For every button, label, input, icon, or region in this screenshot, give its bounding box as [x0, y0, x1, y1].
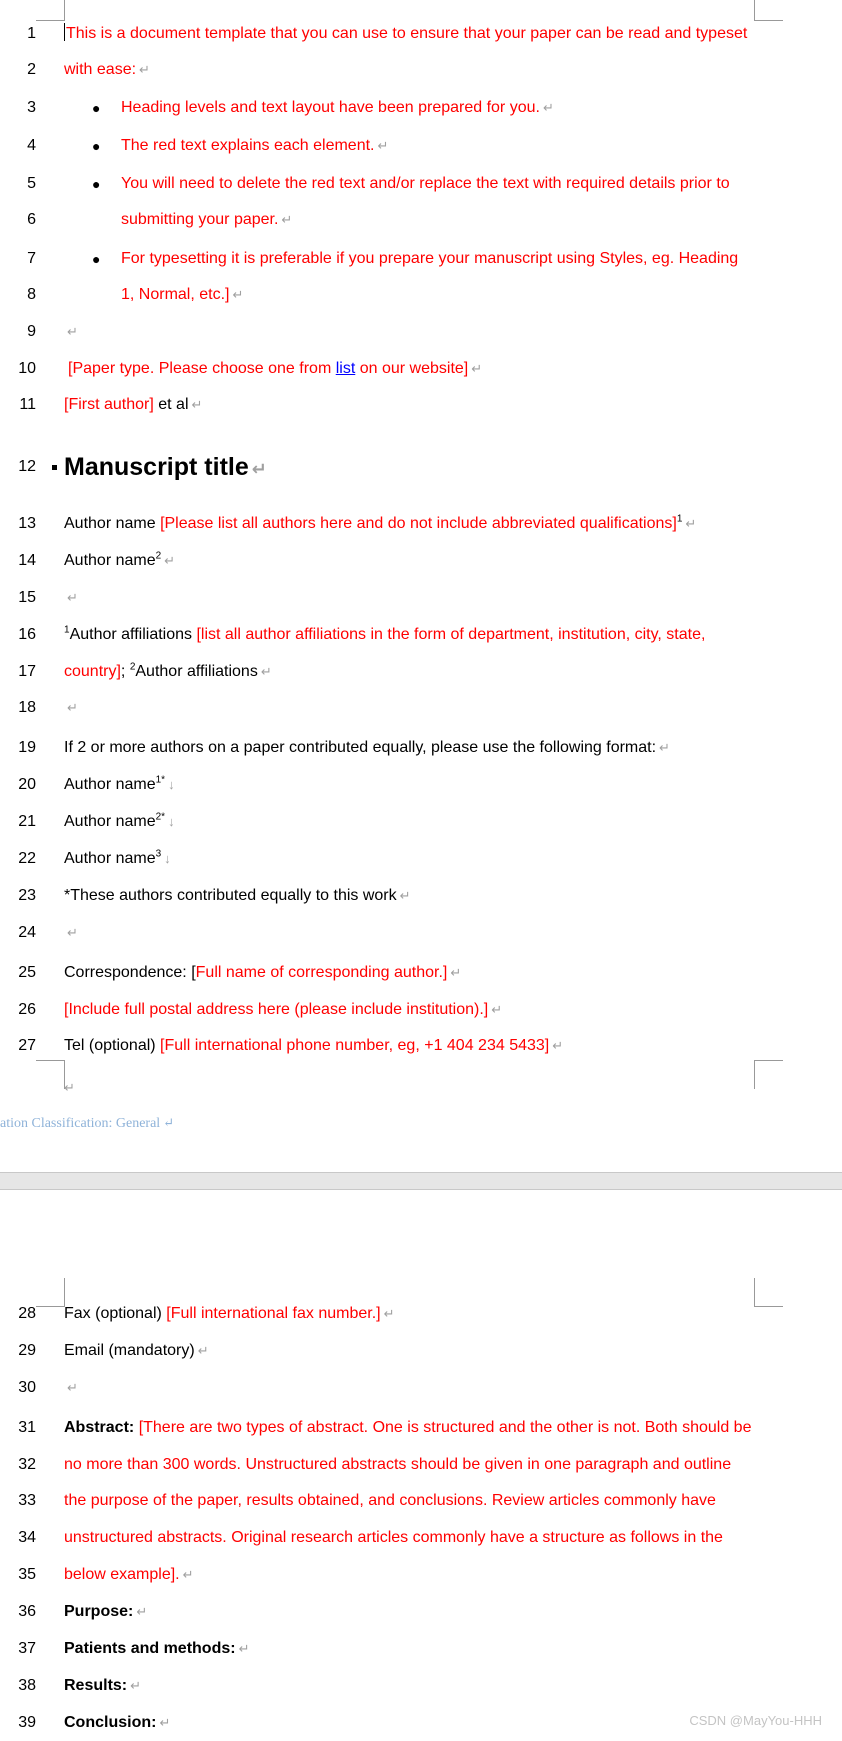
- author-instructions: [Please list all authors here and do not include abbreviated qualifications]: [160, 515, 677, 532]
- line-number: 28: [18, 1305, 36, 1322]
- line-number: 31: [18, 1419, 36, 1436]
- page-separator: [0, 1172, 842, 1190]
- document-line[interactable]: [0, 90, 842, 126]
- paragraph-mark: ↵: [399, 888, 411, 903]
- author-name: Author name: [64, 776, 156, 793]
- document-line[interactable]: [0, 1631, 842, 1667]
- document-line[interactable]: [0, 166, 842, 202]
- document-line[interactable]: [0, 16, 842, 52]
- document-line[interactable]: [0, 690, 842, 726]
- document-line[interactable]: [0, 1668, 842, 1704]
- fax-label: Fax (optional): [64, 1305, 167, 1322]
- paragraph-mark: ↵: [491, 1002, 503, 1017]
- paragraph-mark: ↵: [67, 925, 78, 940]
- paragraph-mark: ↵: [191, 397, 203, 412]
- document-line[interactable]: [0, 654, 842, 690]
- abstract-instructions: below example].: [64, 1566, 180, 1583]
- address-placeholder: [Include full postal address here (please include institution).]: [64, 1001, 489, 1018]
- paper-type-text-end: on our website]: [355, 360, 469, 377]
- fax-placeholder: [Full international fax number.]: [166, 1305, 381, 1322]
- line-number: 36: [18, 1603, 36, 1620]
- document-line[interactable]: [0, 52, 842, 88]
- line-number: 25: [18, 964, 36, 981]
- document-line[interactable]: [0, 1594, 842, 1630]
- paragraph-mark: ↵: [383, 1306, 395, 1321]
- paragraph-mark: ↵: [552, 1038, 564, 1053]
- paragraph-mark: ↵: [685, 516, 697, 531]
- paragraph-mark: ↵: [251, 459, 267, 479]
- superscript: 1: [676, 513, 683, 525]
- document-line[interactable]: [0, 314, 842, 350]
- document-line[interactable]: [0, 730, 842, 766]
- paragraph-mark: ↵: [64, 1080, 75, 1095]
- paragraph-mark: ↵: [139, 62, 150, 77]
- page-corner-mark: [754, 1060, 783, 1089]
- line-number: 29: [18, 1342, 36, 1359]
- paragraph-mark: ↵: [238, 1641, 250, 1656]
- line-number: 26: [18, 1001, 36, 1018]
- bullet-icon: ●: [92, 251, 101, 267]
- paragraph-mark: ↵: [67, 1380, 78, 1395]
- document-page-2: [0, 1190, 842, 1734]
- paragraph-mark: ↵: [67, 700, 78, 715]
- et-al-text: et al: [153, 396, 189, 413]
- line-number: 19: [18, 739, 36, 756]
- tel-placeholder: [Full international phone number, eg, +1 404 234 5433]: [160, 1037, 550, 1054]
- affiliation-instructions: [list all author affiliations in the form of department, institution, city, state,: [196, 626, 706, 643]
- heading-marker-icon: [52, 465, 57, 470]
- document-line[interactable]: [0, 277, 842, 313]
- line-number: 37: [18, 1640, 36, 1657]
- document-line[interactable]: [0, 767, 842, 803]
- paragraph-mark: ↵: [182, 1567, 194, 1582]
- document-line[interactable]: [0, 955, 842, 991]
- line-number: 24: [18, 924, 36, 941]
- line-number: 10: [18, 360, 36, 377]
- superscript: 2: [129, 661, 136, 673]
- document-line[interactable]: [0, 878, 842, 914]
- bullet-text: 1, Normal, etc.]: [121, 286, 230, 303]
- line-number: 15: [18, 589, 36, 606]
- paragraph-mark: ↵: [136, 1604, 148, 1619]
- document-line[interactable]: [0, 202, 842, 238]
- classification-label: ation Classification: General: [0, 1116, 161, 1131]
- abstract-instructions: unstructured abstracts. Original research articles commonly have a structure as follows in the: [64, 1529, 723, 1546]
- bullet-text: You will need to delete the red text and/or replace the text with required details prior to: [121, 175, 730, 192]
- paragraph-text: *These authors contributed equally to this work: [64, 887, 397, 904]
- paragraph-mark: ↵: [281, 212, 293, 227]
- paragraph-mark: ↵: [471, 361, 483, 376]
- watermark: CSDN @MayYou-HHH: [689, 1713, 822, 1728]
- paragraph-mark: ↵: [232, 287, 244, 302]
- document-line[interactable]: [0, 841, 842, 877]
- document-line[interactable]: [0, 580, 842, 616]
- line-number: 13: [18, 515, 36, 532]
- document-line[interactable]: [0, 1333, 842, 1369]
- document-line[interactable]: [0, 351, 842, 387]
- line-number: 14: [18, 552, 36, 569]
- line-number: 38: [18, 1677, 36, 1694]
- abstract-instructions: the purpose of the paper, results obtained, and conclusions. Review articles commonly have: [64, 1492, 716, 1509]
- abstract-instructions: [There are two types of abstract. One is structured and the other is not. Both should be: [138, 1419, 752, 1436]
- line-number: 9: [27, 323, 36, 340]
- list-link[interactable]: list: [335, 360, 356, 377]
- paragraph-mark: ↵: [164, 553, 176, 568]
- document-line[interactable]: [0, 1483, 842, 1519]
- line-number: 2: [27, 61, 36, 78]
- line-number: 39: [18, 1714, 36, 1731]
- paragraph-mark: ↵: [67, 324, 78, 339]
- document-line[interactable]: [0, 1296, 842, 1332]
- author-name: Author name: [64, 850, 156, 867]
- line-number: 20: [18, 776, 36, 793]
- correspondence-label: Correspondence: [: [64, 964, 196, 981]
- line-number: 30: [18, 1379, 36, 1396]
- email-label: Email (mandatory): [64, 1342, 195, 1359]
- document-line[interactable]: [0, 617, 842, 653]
- line-number: 18: [18, 699, 36, 716]
- bullet-text: The red text explains each element.: [121, 137, 375, 154]
- affiliation-instructions: country]: [64, 663, 121, 680]
- line-number: 7: [27, 250, 36, 267]
- document-line[interactable]: [0, 387, 842, 423]
- line-number: 1: [27, 25, 36, 42]
- paragraph-mark: ↵: [542, 100, 554, 115]
- document-line[interactable]: [0, 915, 842, 951]
- affiliation-label: Author affiliations: [135, 663, 258, 680]
- document-line[interactable]: [0, 1520, 842, 1556]
- document-line[interactable]: [0, 128, 842, 164]
- bullet-text: Heading levels and text layout have been prepared for you.: [121, 99, 540, 116]
- abstract-instructions: no more than 300 words. Unstructured abstracts should be given in one paragraph and outline: [64, 1456, 732, 1473]
- line-number: 21: [18, 813, 36, 830]
- paragraph-mark: ↵: [159, 1715, 171, 1730]
- abstract-label: Abstract:: [64, 1419, 139, 1436]
- author-name: Author name: [64, 515, 161, 532]
- document-line[interactable]: [0, 1370, 842, 1406]
- paragraph-mark: ↵: [67, 590, 78, 605]
- line-number: 35: [18, 1566, 36, 1583]
- line-number: 6: [27, 211, 36, 228]
- conclusion-label: Conclusion:: [64, 1714, 157, 1731]
- document-line[interactable]: [0, 1410, 842, 1446]
- line-number: 23: [18, 887, 36, 904]
- affiliation-label: Author affiliations: [69, 626, 197, 643]
- paragraph-mark: ↵: [450, 965, 462, 980]
- line-number: 3: [27, 99, 36, 116]
- author-name: Author name: [64, 552, 156, 569]
- patients-methods-label: Patients and methods:: [64, 1640, 236, 1657]
- bullet-text: submitting your paper.: [121, 211, 279, 228]
- paragraph-mark: ↵: [130, 1678, 142, 1693]
- line-number: 4: [27, 137, 36, 154]
- document-line[interactable]: [0, 1447, 842, 1483]
- line-number: 32: [18, 1456, 36, 1473]
- line-number: 17: [18, 663, 36, 680]
- purpose-label: Purpose:: [64, 1603, 134, 1620]
- document-line[interactable]: [0, 506, 842, 542]
- document-line[interactable]: [0, 804, 842, 840]
- document-line[interactable]: [0, 1028, 842, 1064]
- superscript: 2: [155, 550, 162, 562]
- document-line[interactable]: [0, 543, 842, 579]
- line-number: 5: [27, 175, 36, 192]
- correspondence-placeholder: Full name of corresponding author.]: [195, 964, 448, 981]
- text-cursor: [64, 23, 65, 41]
- results-label: Results:: [64, 1677, 128, 1694]
- paragraph-text: This is a document template that you can use to ensure that your paper can be read and typeset: [66, 25, 748, 42]
- bullet-icon: ●: [92, 138, 101, 154]
- document-line[interactable]: [0, 241, 842, 277]
- paragraph-text: with ease:: [64, 61, 137, 78]
- page-corner-mark: [36, 1060, 65, 1089]
- document-line[interactable]: [0, 1557, 842, 1593]
- document-line[interactable]: [0, 449, 842, 485]
- line-number: 33: [18, 1492, 36, 1509]
- tel-label: Tel (optional): [64, 1037, 161, 1054]
- line-break-mark: ↓: [168, 814, 175, 829]
- bullet-text: For typesetting it is preferable if you prepare your manuscript using Styles, eg. Heading: [121, 250, 739, 267]
- manuscript-title: Manuscript title: [64, 453, 249, 481]
- line-break-mark: ↓: [168, 777, 175, 792]
- document-line[interactable]: [0, 992, 842, 1028]
- separator-text: ;: [120, 663, 130, 680]
- paragraph-text: If 2 or more authors on a paper contributed equally, please use the following format:: [64, 739, 657, 756]
- paper-type-text: [Paper type. Please choose one from: [68, 360, 336, 377]
- line-number: 34: [18, 1529, 36, 1546]
- line-number: 11: [19, 396, 36, 413]
- first-author-placeholder: [First author]: [64, 396, 154, 413]
- author-name: Author name: [64, 813, 156, 830]
- line-number: 16: [18, 626, 36, 643]
- superscript: 2*: [155, 811, 166, 823]
- paragraph-mark: ↵: [260, 664, 272, 679]
- paragraph-mark: ↵: [377, 138, 389, 153]
- bullet-icon: ●: [92, 100, 101, 116]
- line-number: 12: [18, 458, 36, 475]
- paragraph-mark: ↵: [163, 1115, 175, 1130]
- line-number: 22: [18, 850, 36, 867]
- line-break-mark: ↓: [164, 851, 171, 866]
- bullet-icon: ●: [92, 176, 101, 192]
- paragraph-mark: ↵: [659, 740, 670, 755]
- superscript: 1: [64, 624, 70, 636]
- line-number: 8: [27, 286, 36, 303]
- paragraph-mark: ↵: [197, 1343, 209, 1358]
- superscript: 3: [155, 848, 162, 860]
- line-number: 27: [18, 1037, 36, 1054]
- superscript: 1*: [155, 774, 166, 786]
